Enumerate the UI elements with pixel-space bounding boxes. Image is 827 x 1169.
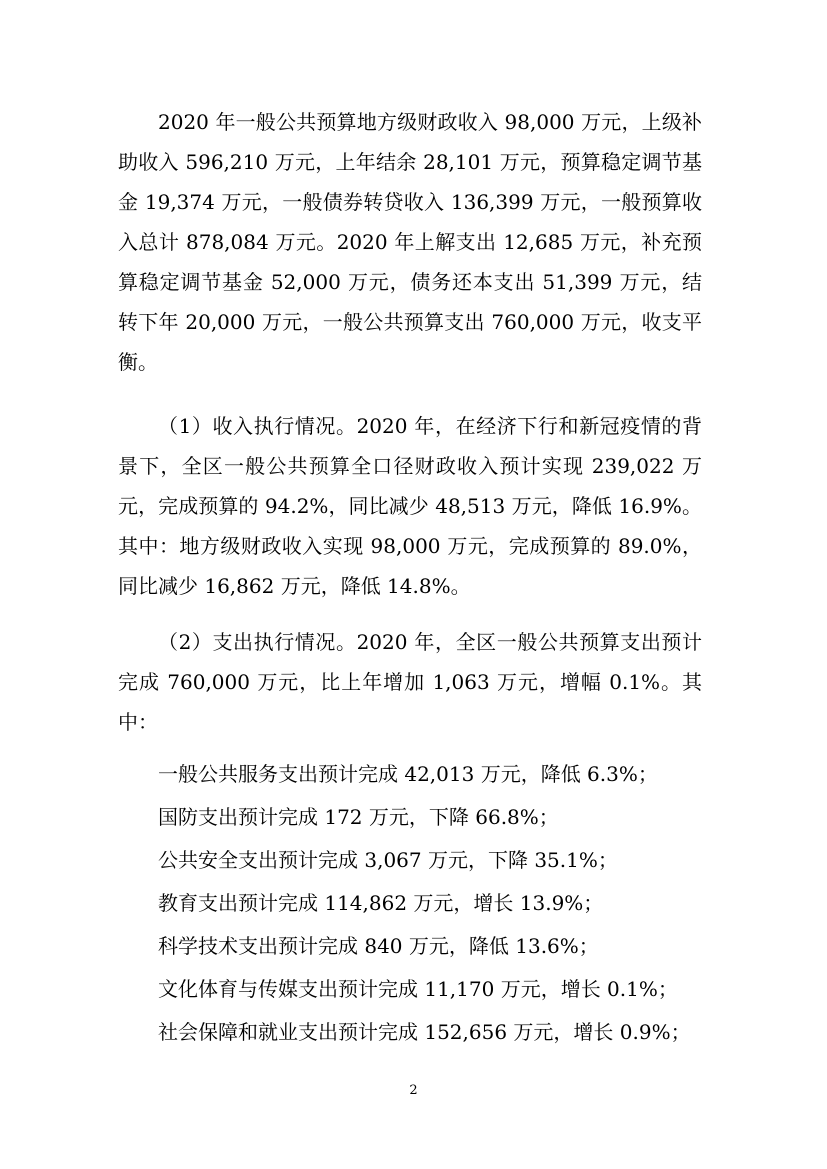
- list-item: 社会保障和就业支出预计完成 152,656 万元，增长 0.9%；: [158, 1020, 691, 1044]
- paragraph-expenditure-execution: （2）支出执行情况。2020 年，全区一般公共预算支出预计完成 760,000 万元，比上年增加 1,063 万元，增幅 0.1%。其中：: [118, 630, 702, 734]
- paragraph-revenue-execution: （1）收入执行情况。2020 年，在经济下行和新冠疫情的背景下，全区一般公共预算全口径财政收入预计实现 239,022 万元，完成预算的 94.2%，同比减少 48,513 万元，降低 16.9%。其中：地方级财政收入实现 98,000 万元，完成预算的 89.0%，同比减少 16,862 万元，降低 14.8%。: [118, 414, 702, 598]
- list-item: 公共安全支出预计完成 3,067 万元，下降 35.1%；: [158, 848, 618, 872]
- document-page: [118, 0, 702, 1169]
- list-item: 科学技术支出预计完成 840 万元，降低 13.6%；: [158, 934, 599, 958]
- list-item: 文化体育与传媒支出预计完成 11,170 万元，增长 0.1%；: [158, 977, 678, 1001]
- paragraph-budget-summary: 2020 年一般公共预算地方级财政收入 98,000 万元，上级补助收入 596,210 万元，上年结余 28,101 万元，预算稳定调节基金 19,374 万元，一般债券转贷收入 136,399 万元，一般预算收入总计 878,084 万元。2020 年上解支出 12,685 万元，补充预算稳定调节基金 52,000 万元，债务还本支出 51,399 万元，结转下年 20,000 万元，一般公共预算支出 760,000 万元，收支平衡。: [118, 110, 702, 374]
- list-item: 一般公共服务支出预计完成 42,013 万元，降低 6.3%；: [158, 762, 658, 786]
- list-item: 教育支出预计完成 114,862 万元，增长 13.9%；: [158, 891, 604, 915]
- list-item: 国防支出预计完成 172 万元，下降 66.8%；: [158, 805, 559, 829]
- page-number: 2: [409, 1083, 418, 1098]
